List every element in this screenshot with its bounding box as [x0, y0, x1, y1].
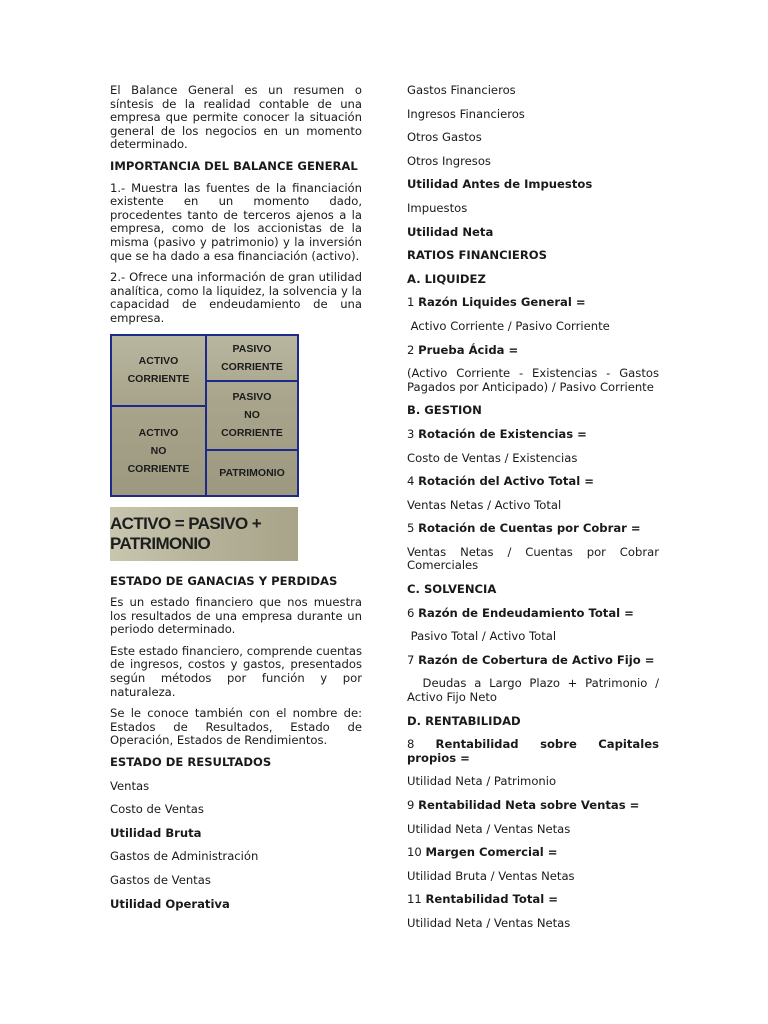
ratio-name: Rotación de Existencias = [418, 426, 587, 441]
estado-resultados-heading: ESTADO DE RESULTADOS [110, 755, 272, 770]
patrimonio-cell [207, 451, 297, 495]
ratio-2-title [407, 344, 659, 358]
er-item: Otros Ingresos [407, 153, 491, 168]
pasivo-no-corriente-cell [207, 382, 297, 449]
ratio-number: 9 [407, 798, 415, 812]
ratio-name: Razón de Cobertura de Activo Fijo = [418, 652, 655, 667]
er-item: Utilidad Neta [407, 224, 494, 239]
importance-point-1: 1.- Muestra las fuentes de la financiación existente en un momento dado, procedentes tanto de terceros ajenos a la empresa, como de los accionistas de la misma (pasivo y patrimonio) y la inversión que se ha dado a esa financiación (activo). [110, 180, 362, 263]
activo-no-corriente-cell [112, 407, 205, 495]
balance-equation: ACTIVO = PASIVO + PATRIMONIO [110, 513, 262, 553]
activo-no-corriente-line-2: NO [150, 444, 167, 457]
ratio-number: 7 [407, 652, 415, 667]
er-item: Ingresos Financieros [407, 106, 525, 121]
pasivo-no-corriente-line-2: NO [244, 409, 260, 421]
ratio-number: 1 [407, 295, 415, 310]
ratio-8-formula: Utilidad Neta / Patrimonio [407, 774, 557, 789]
importance-point-2: 2.- Ofrece una información de gran utilidad analítica, como la liquidez, la solvencia y la capacidad de endeudamiento de una empresa. [110, 270, 362, 325]
ratio-number: 8 [407, 737, 415, 752]
right-column [407, 83, 663, 941]
pasivo-corriente-line-1: PASIVO [232, 342, 272, 355]
rentabilidad-heading: D. RENTABILIDAD [407, 713, 521, 728]
egp-paragraph-3: Se le conoce también con el nombre de: Estados de Resultados, Estado de Operación, Estados de Rendimientos. [110, 706, 362, 748]
ratio-4-formula: Ventas Netas / Activo Total [407, 497, 562, 512]
pasivo-no-corriente-line-1: PASIVO [232, 391, 272, 403]
ratio-6-formula: Pasivo Total / Activo Total [407, 629, 557, 644]
balance-diagram [110, 334, 299, 497]
ratio-name: Razón Liquides General = [418, 295, 586, 310]
ratio-1-title [407, 296, 659, 310]
ratio-10-formula: Utilidad Bruta / Ventas Netas [407, 868, 575, 883]
ratio-7-formula: Deudas a Largo Plazo + Patrimonio / Activo Fijo Neto [407, 676, 663, 705]
ratio-name: Margen Comercial = [425, 845, 558, 860]
er-item: Gastos de Administración [110, 849, 259, 864]
egp-heading: ESTADO DE GANACIAS Y PERDIDAS [110, 573, 338, 588]
left-column [110, 84, 362, 921]
pasivo-corriente-line-2: CORRIENTE [221, 360, 283, 373]
activo-no-corriente-line-1: ACTIVO [138, 426, 179, 439]
activo-corriente-line-1: ACTIVO [138, 355, 179, 367]
ratio-8-title [407, 738, 659, 765]
activo-no-corriente-line-3: CORRIENTE [127, 462, 190, 475]
ratio-number: 2 [407, 342, 415, 357]
intro-paragraph: El Balance General es un resumen o síntesis de la realidad contable de una empresa que permite conocer la situación general de los negocios en un momento determinado. [110, 83, 362, 152]
ratio-number: 5 [407, 521, 415, 536]
ratio-number: 3 [407, 426, 415, 441]
er-item: Utilidad Bruta [110, 825, 202, 840]
er-item: Utilidad Operativa [110, 896, 230, 911]
ratio-4-title [407, 475, 659, 489]
ratio-5-title [407, 522, 659, 536]
patrimonio-label: PATRIMONIO [219, 466, 285, 479]
importance-heading: IMPORTANCIA DEL BALANCE GENERAL [110, 158, 358, 173]
gestion-heading: B. GESTION [407, 403, 482, 418]
ratio-name: Rotación del Activo Total = [418, 474, 594, 489]
er-item: Gastos Financieros [407, 83, 516, 97]
ratio-7-title [407, 654, 659, 668]
ratio-name: Rentabilidad Neta sobre Ventas = [418, 798, 640, 812]
activo-corriente-line-2: CORRIENTE [127, 373, 190, 385]
er-item: Otros Gastos [407, 130, 482, 145]
balance-equation-banner [110, 507, 298, 561]
er-item: Gastos de Ventas [110, 873, 211, 887]
er-item: Costo de Ventas [110, 802, 204, 817]
ratio-name: Rotación de Cuentas por Cobrar = [418, 521, 641, 536]
egp-paragraph-1: Es un estado financiero que nos muestra los resultados de una empresa durante un periodo determinado. [110, 595, 362, 637]
ratio-5-formula: Ventas Netas / Cuentas por Cobrar Comerciales [407, 544, 659, 573]
ratio-number: 6 [407, 605, 415, 620]
ratio-number: 11 [407, 892, 422, 907]
ratio-name: Rentabilidad sobre Capitales propios = [407, 737, 659, 765]
ratios-heading: RATIOS FINANCIEROS [407, 248, 547, 263]
pasivo-corriente-cell [207, 336, 297, 380]
ratio-number: 10 [407, 845, 422, 860]
er-item: Ventas [110, 778, 150, 793]
ratio-name: Razón de Endeudamiento Total = [418, 605, 634, 620]
er-item: Utilidad Antes de Impuestos [407, 177, 593, 192]
ratio-number: 4 [407, 474, 415, 489]
ratio-9-formula: Utilidad Neta / Ventas Netas [407, 821, 571, 836]
ratio-11-formula: Utilidad Neta / Ventas Netas [407, 915, 571, 930]
ratio-3-title [407, 428, 659, 442]
activo-corriente-cell [112, 336, 205, 405]
liquidez-heading: A. LIQUIDEZ [407, 271, 486, 286]
egp-paragraph-2: Este estado financiero, comprende cuentas de ingresos, costos y gastos, presentados según métodos por función y por naturaleza. [110, 643, 362, 699]
ratio-10-title [407, 846, 659, 860]
ratio-11-title [407, 893, 659, 907]
ratio-3-formula: Costo de Ventas / Existencias [407, 450, 578, 465]
pasivo-no-corriente-line-3: CORRIENTE [221, 427, 283, 439]
ratio-name: Prueba Ácida = [418, 342, 519, 357]
ratio-1-formula: Activo Corriente / Pasivo Corriente [407, 318, 610, 333]
er-item: Impuestos [407, 200, 468, 215]
ratio-6-title [407, 607, 659, 621]
ratio-2-formula: (Activo Corriente - Existencias - Gastos Pagados por Anticipado) / Pasivo Corriente [407, 366, 659, 394]
ratio-name: Rentabilidad Total = [425, 892, 558, 907]
ratio-9-title [407, 799, 659, 813]
solvencia-heading: C. SOLVENCIA [407, 582, 497, 597]
